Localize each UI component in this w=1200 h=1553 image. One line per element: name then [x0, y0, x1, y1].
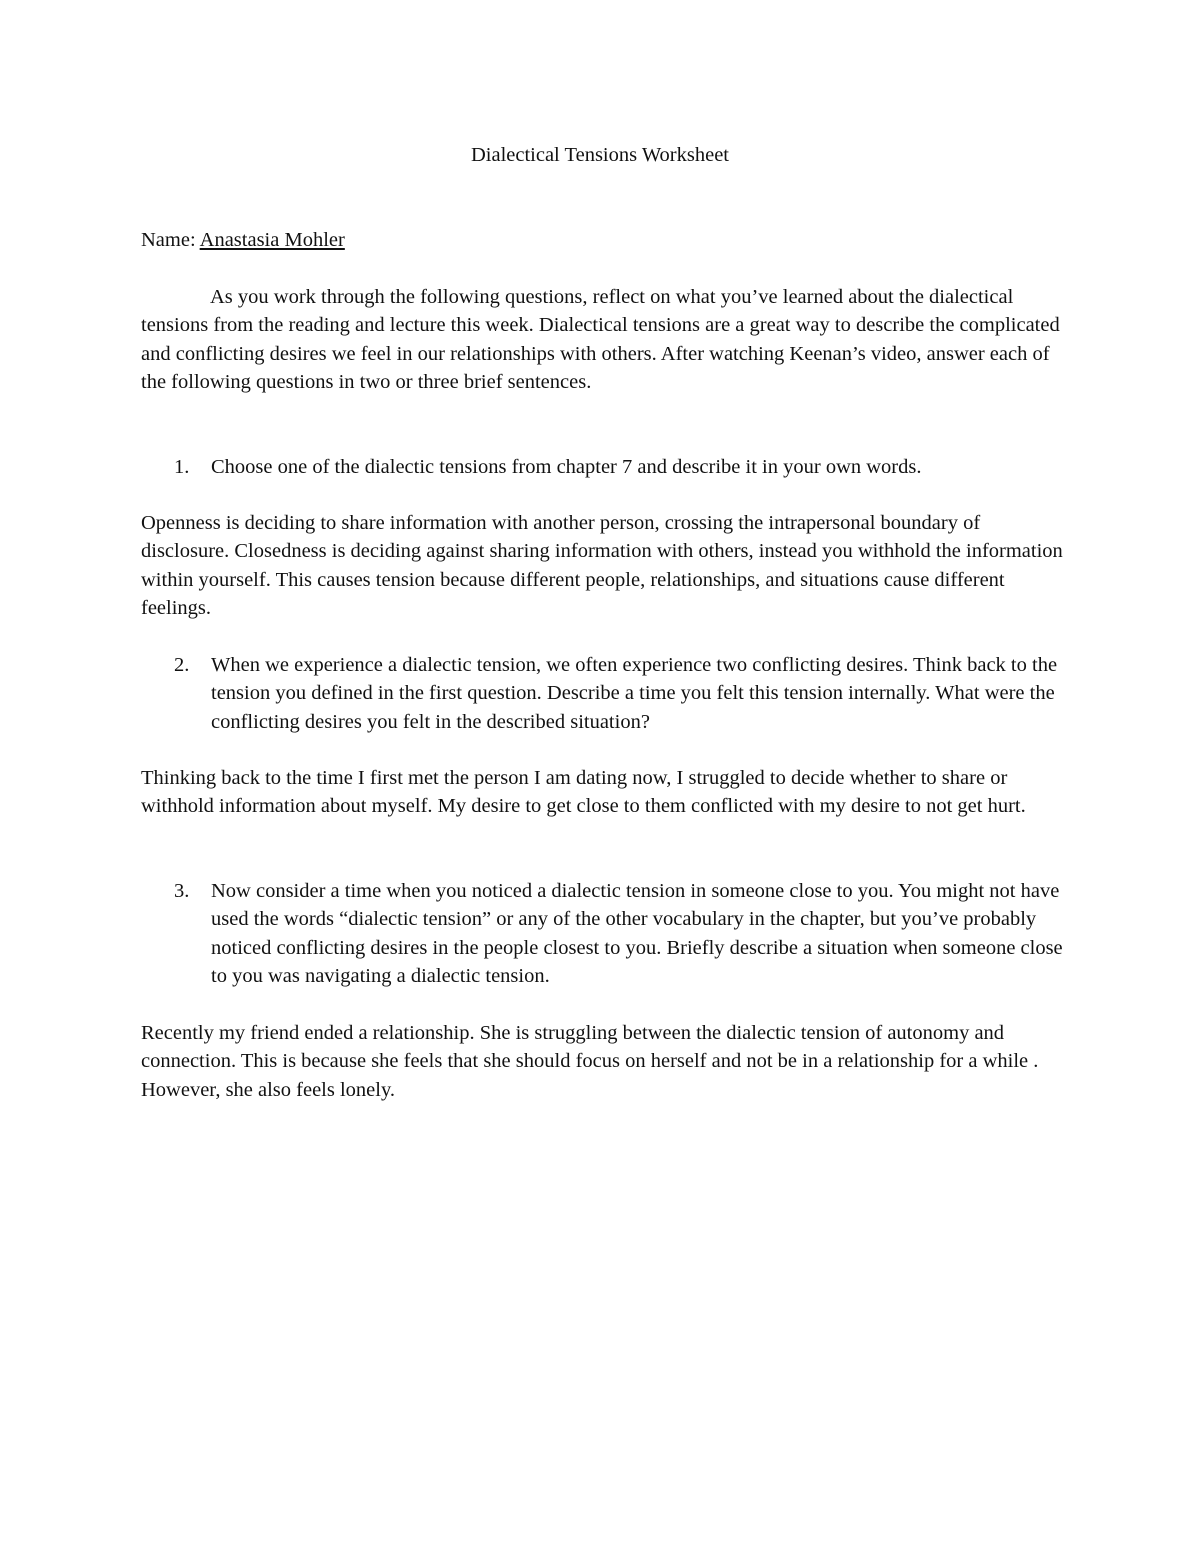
question-number: 2. — [174, 654, 190, 676]
name-label: Name: — [141, 229, 196, 251]
answer-3: Recently my friend ended a relationship. She is struggling between the dialectic tension of autonomy and connection. This is because she feels that she should focus on herself and not be in a relationship for a while . However, she also feels lonely. — [141, 1022, 1039, 1101]
answer-2: Thinking back to the time I first met the person I am dating now, I struggled to decide whether to share or withhold information about myself. My desire to get close to them conflicted with my desire to not get hurt. — [141, 767, 1026, 818]
intro-paragraph: As you work through the following questions, reflect on what you’ve learned about the dialectical tensions from the reading and lecture this week. Dialectical tensions are a great way to describe the complicated and conflicting desires we feel in our relationships with others. After watching Keenan’s video, answer each of the following questions in two or three brief sentences. — [141, 286, 1060, 394]
name-value: Anastasia Mohler — [199, 229, 345, 251]
question-1 — [141, 453, 1066, 481]
question-number: 3. — [174, 880, 190, 902]
question-text: Choose one of the dialectic tensions from chapter 7 and describe it in your own words. — [211, 456, 922, 478]
answer-1: Openness is deciding to share information with another person, crossing the intrapersonal boundary of disclosure. Closedness is deciding against sharing information with others, instead you withhold the information within yourself. This causes tension because different people, relationships, and situations cause different feelings. — [141, 512, 1063, 620]
question-2 — [141, 651, 1066, 736]
question-number: 1. — [174, 456, 190, 478]
name-line — [141, 226, 345, 254]
question-3 — [141, 877, 1066, 991]
question-text: When we experience a dialectic tension, we often experience two conflicting desires. Think back to the tension you defined in the first question. Describe a time you felt this tension internally. What were the conflicting desires you felt in the described situation? — [211, 654, 1058, 733]
document-title: Dialectical Tensions Worksheet — [470, 144, 730, 166]
question-text: Now consider a time when you noticed a dialectic tension in someone close to you. You might not have used the words “dialectic tension” or any of the other vocabulary in the chapter, but you’ve probably noticed conflicting desires in the people closest to you. Briefly describe a situation when someone close to you was navigating a dialectic tension. — [211, 880, 1063, 988]
